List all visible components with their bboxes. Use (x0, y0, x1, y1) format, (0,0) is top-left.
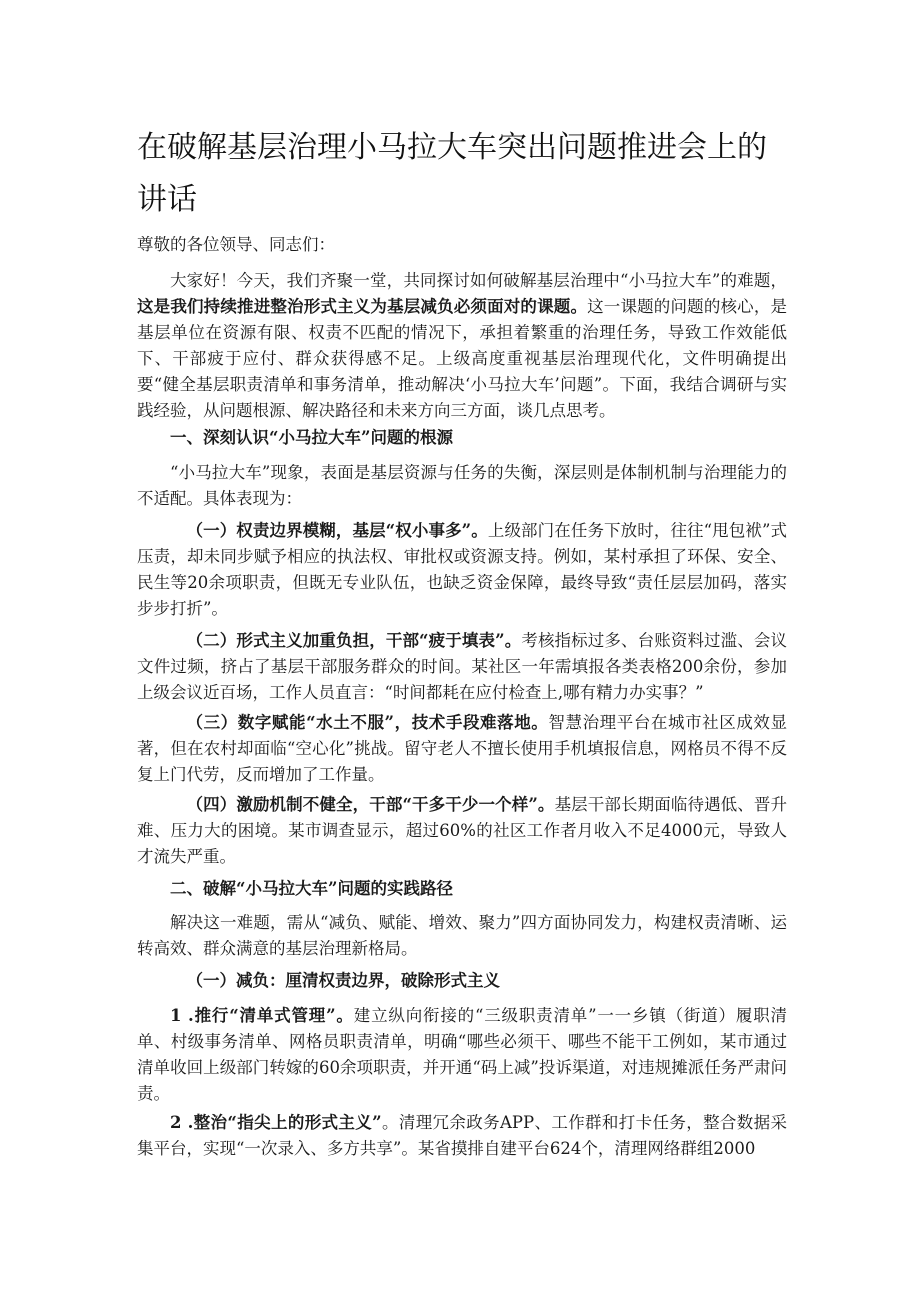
item-2-text: 考核指标过多、台账资料过滥、会议文件过频，挤占了基层干部服务群众的时间。某社区一年需填报各类表格200余份，参加上级会议近百场，工作人员直言：“时间都耗在应付检查上,哪有精力办实事？” (137, 631, 788, 702)
section-2-sub-1-heading: （一）减负：厘清权责边界，破除形式主义 (186, 971, 500, 990)
point-2-text: 。清理冗余政务APP、工作群和打卡任务，整合数据采集平台，实现“一次录入、多方共享”。某省摸排自建平台624个，清理网络群组2000 (137, 1113, 788, 1158)
item-4-heading: （四）激励机制不健全，干部“干多干少一个样”。 (186, 795, 555, 814)
section-1-item-3 (137, 710, 787, 788)
intro-text-c: 这一课题的问题的核心，是基层单位在资源有限、权责不匹配的情况下，承担着繁重的治理任务，导致工作效能低下、干部疲于应付、群众获得感不足。上级高度重视基层治理现代化，文件明确提出要“健全基层职责清单和事务清单，推动解决‘小马拉大车’问题”。下面，我结合调研与实践经验，从问题根源、解决路径和未来方向三方面，谈几点思考。 (137, 297, 788, 420)
section-1-item-1 (137, 518, 787, 622)
point-1-text: 建立纵向衔接的“三级职责清单”一一乡镇（街道）履职清单、村级事务清单、网格员职责清单，明确“哪些必须干、哪些不能干工例如，某市通过清单收回上级部门转嫁的60余项职责，并开通“码上减”投诉渠道，对违规摊派任务严肃问责。 (137, 1006, 788, 1103)
section-1-item-2 (137, 628, 787, 706)
item-3-text: 智慧治理平台在城市社区成效显著，但在农村却面临“空心化”挑战。留守老人不擅长使用手机填报信息，网格员不得不反复上门代劳，反而增加了工作量。 (137, 713, 788, 784)
item-3-heading: （三）数字赋能“水土不服”，技术手段难落地。 (186, 713, 549, 732)
intro-emphasis: 这是我们持续推进整治形式主义为基层减负必须面对的课题。 (137, 297, 588, 316)
intro-paragraph (137, 268, 787, 424)
section-1-item-4 (137, 792, 787, 870)
salutation: 尊敬的各位领导、同志们： (137, 235, 335, 254)
point-2-heading: 2 .整治“指尖上的形式主义” (170, 1113, 382, 1132)
item-2-heading: （二）形式主义加重负担，干部“疲于填表”。 (186, 631, 522, 650)
section-2-lead: 解决这一难题，需从“减负、赋能、增效、聚力”四方面协同发力，构建权责清晰、运转高效、群众满意的基层治理新格局。 (137, 913, 787, 958)
section-1-lead: “小马拉大车”现象，表面是基层资源与任务的失衡，深层则是体制机制与治理能力的不适配。具体表现为： (137, 463, 787, 508)
section-2-point-2 (137, 1110, 787, 1162)
item-1-heading: （一）权责边界模糊，基层“权小事多”。 (186, 521, 488, 540)
section-1-heading: 一、深刻认识“小马拉大车”问题的根源 (170, 428, 453, 447)
item-4-text: 基层干部长期面临待遇低、晋升难、压力大的困境。某市调查显示，超过60%的社区工作者月收入不足4000元，导致人才流失严重。 (137, 795, 788, 866)
intro-text-a: 大家好！今天，我们齐聚一堂，共同探讨如何破解基层治理中“小马拉大车”的难题， (170, 271, 787, 290)
document-title: 在破解基层治理小马拉大车突出问题推进会上的讲话 (137, 130, 767, 217)
section-2-point-1 (137, 1003, 787, 1107)
section-2-heading: 二、破解“小马拉大车”问题的实践路径 (170, 879, 453, 898)
point-1-heading: 1 .推行“清单式管理”。 (170, 1006, 354, 1025)
item-1-text: 上级部门在任务下放时，往往“甩包袱”式压责，却未同步赋予相应的执法权、审批权或资源支持。例如，某村承担了环保、安全、民生等20余项职责，但既无专业队伍，也缺乏资金保障，最终导致“责任层层加码，落实步步打折”。 (137, 521, 788, 618)
